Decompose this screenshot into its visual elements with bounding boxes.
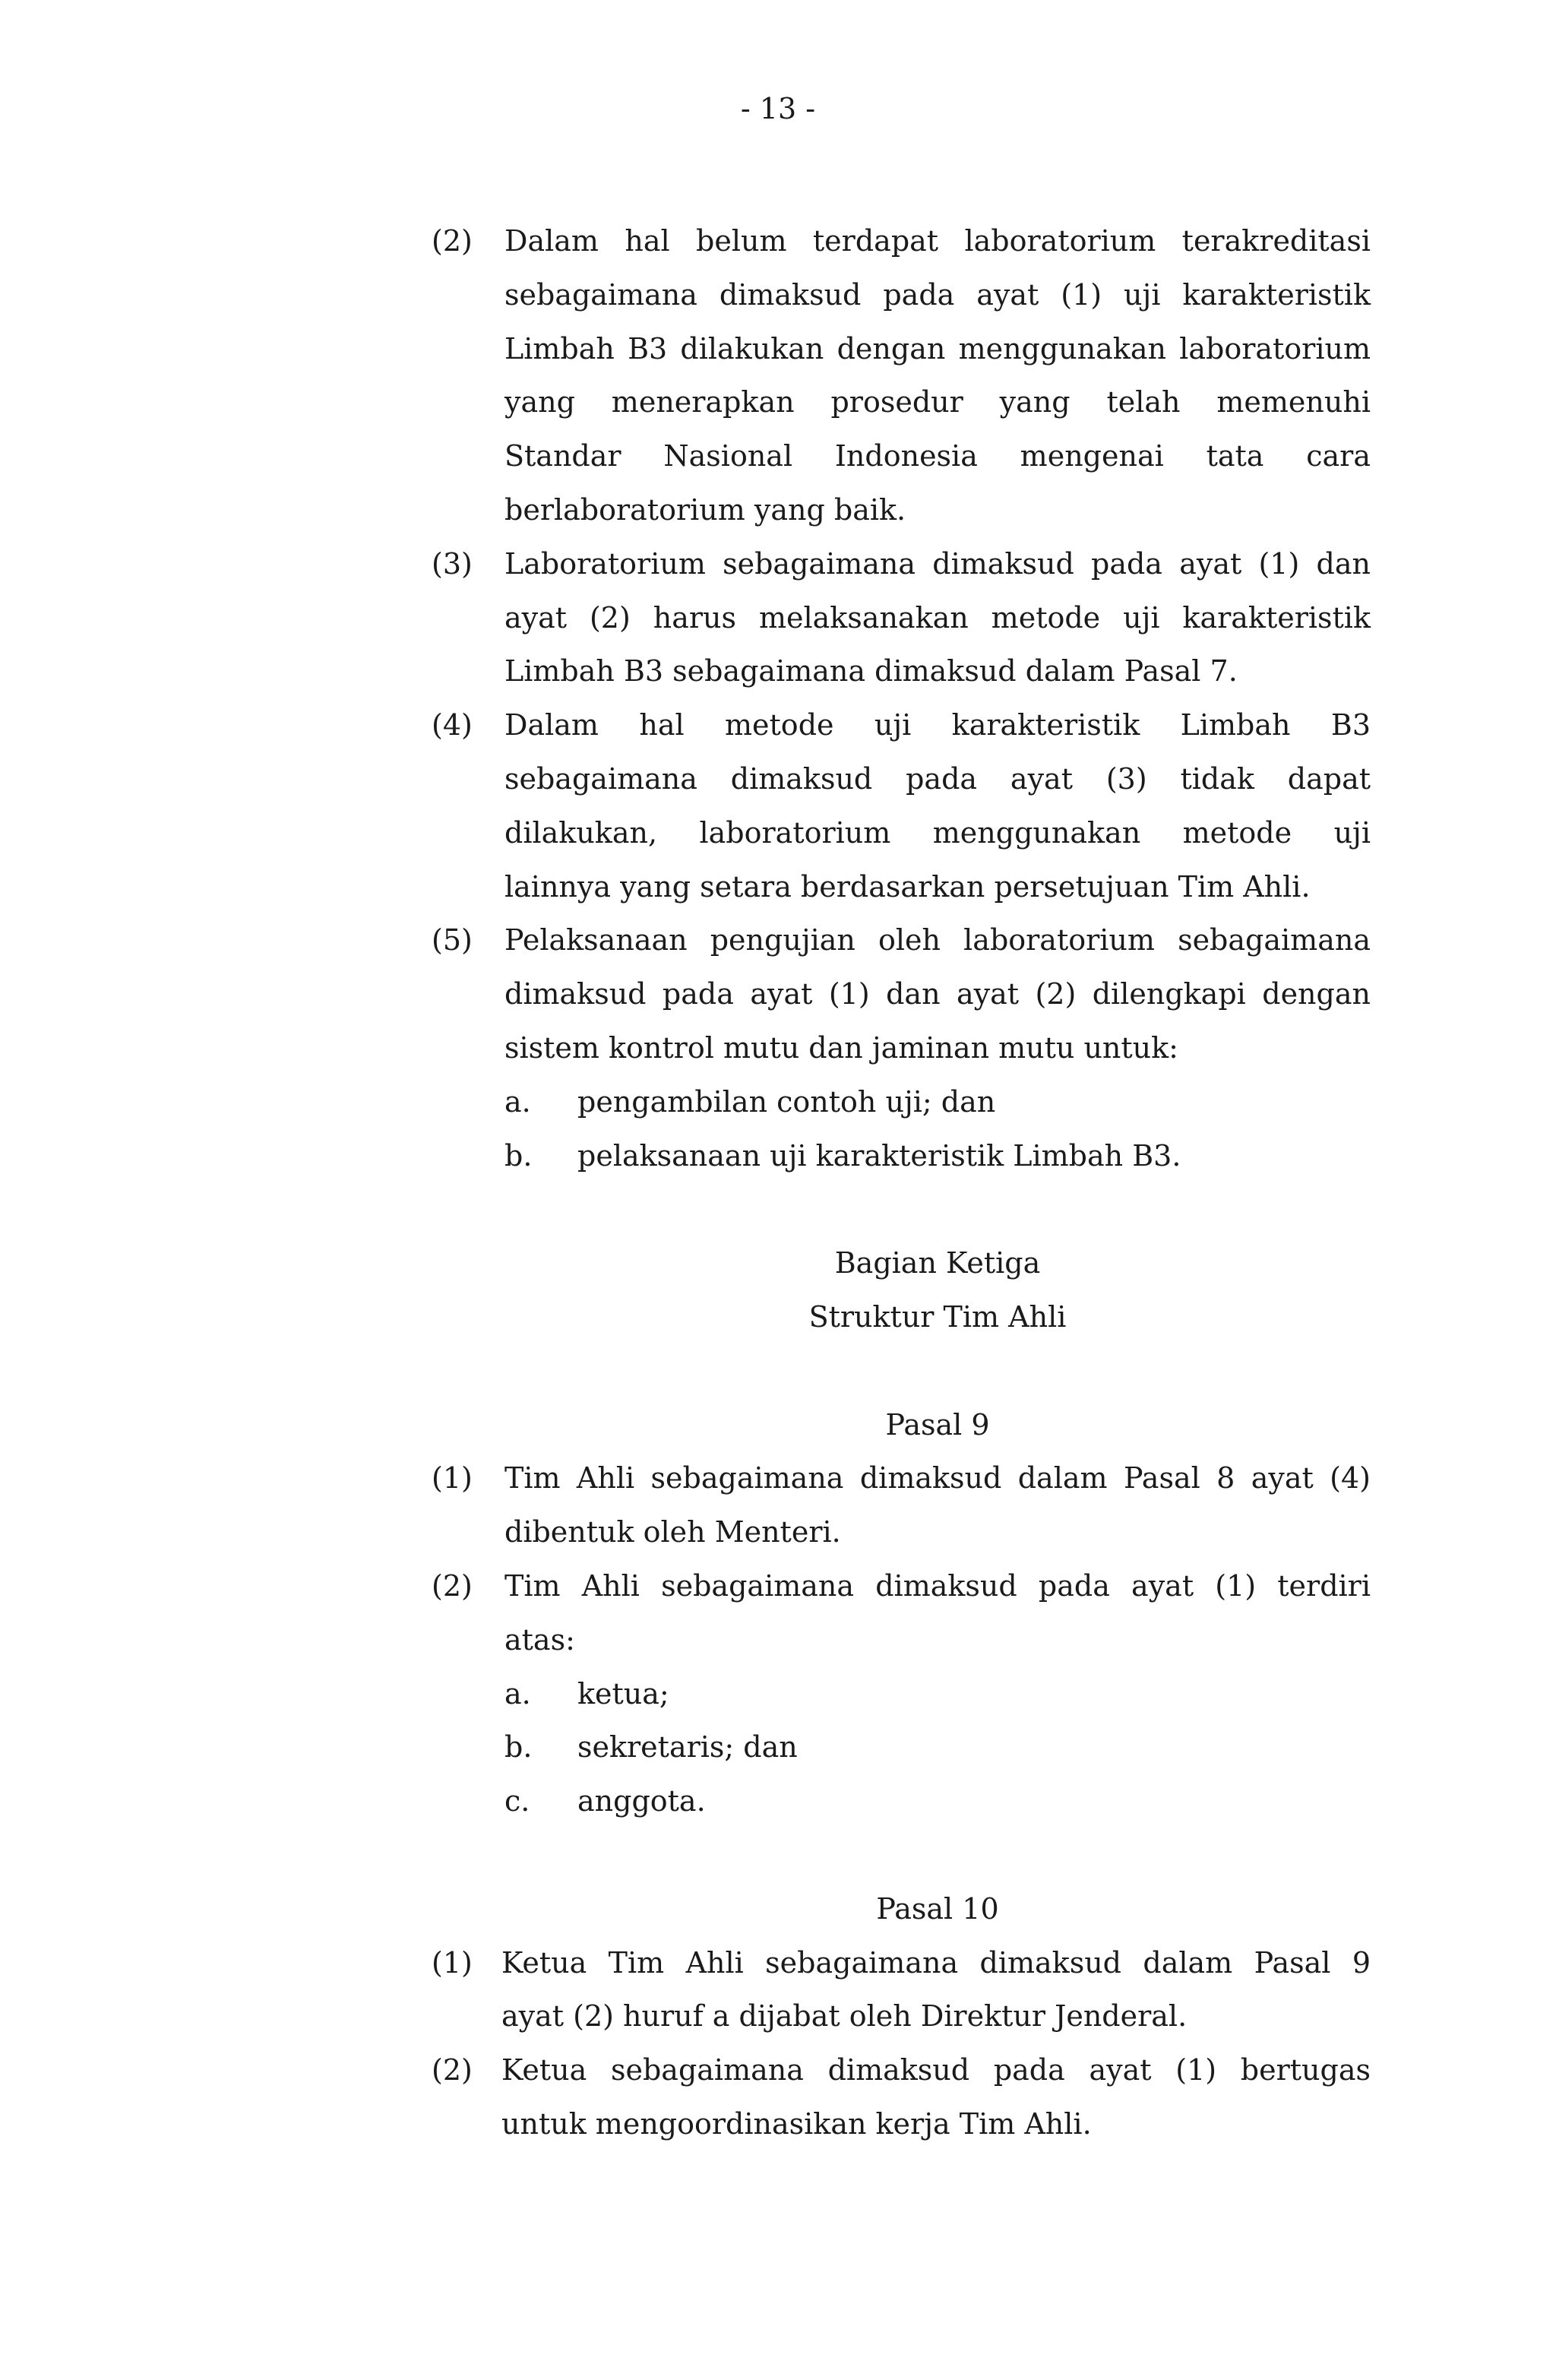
- text-line: berlaboratorium yang baik.: [504, 492, 906, 527]
- paragraph-item: [432, 2043, 1371, 2151]
- part-heading: Bagian Ketiga: [834, 1246, 1041, 1280]
- list-letter: a.: [504, 1676, 531, 1711]
- item-number: (2): [432, 224, 473, 258]
- text-line: Dalam hal belum terdapat laboratorium terakreditasi: [504, 224, 1371, 258]
- item-number: (3): [432, 546, 473, 581]
- pasal-title: Pasal 9: [885, 1407, 990, 1442]
- text-line: sistem kontrol mutu dan jaminan mutu untuk:: [504, 1030, 1178, 1065]
- item-number: (2): [432, 2053, 473, 2087]
- text-line: dilakukan, laboratorium menggunakan metode uji: [504, 815, 1371, 850]
- item-number: (4): [432, 708, 473, 742]
- text-line: Limbah B3 dilakukan dengan menggunakan laboratorium: [504, 331, 1371, 366]
- list-text: sekretaris; dan: [577, 1730, 798, 1764]
- text-line: Pelaksanaan pengujian oleh laboratorium sebagaimana: [504, 923, 1371, 957]
- text-line: Standar Nasional Indonesia mengenai tata cara: [504, 439, 1371, 473]
- text-line: Laboratorium sebagaimana dimaksud pada ayat (1) dan: [504, 546, 1371, 581]
- text-line: dimaksud pada ayat (1) dan ayat (2) dilengkapi dengan: [504, 977, 1371, 1011]
- text-line: ayat (2) huruf a dijabat oleh Direktur Jenderal.: [501, 1999, 1188, 2033]
- item-number: (1): [432, 1945, 473, 1980]
- text-line: dibentuk oleh Menteri.: [504, 1515, 841, 1549]
- text-line: Tim Ahli sebagaimana dimaksud pada ayat (1) terdiri: [504, 1568, 1371, 1603]
- text-line: Ketua sebagaimana dimaksud pada ayat (1) bertugas: [501, 2053, 1371, 2087]
- list-item: [504, 1129, 1371, 1183]
- item-text: [501, 1936, 1371, 2044]
- paragraph-item: [432, 1559, 1371, 1667]
- list-letter: b.: [504, 1730, 533, 1764]
- item-text: [504, 214, 1371, 537]
- item-text: [504, 1451, 1371, 1559]
- item-text: [504, 698, 1371, 913]
- text-line: atas:: [504, 1622, 575, 1657]
- paragraph-item: [432, 537, 1371, 698]
- text-line: yang menerapkan prosedur yang telah memenuhi: [504, 385, 1371, 419]
- list-letter: a.: [504, 1084, 531, 1119]
- paragraph-item: [432, 1936, 1371, 2044]
- text-line: Ketua Tim Ahli sebagaimana dimaksud dalam Pasal 9: [501, 1945, 1371, 1980]
- text-line: untuk mengoordinasikan kerja Tim Ahli.: [501, 2106, 1092, 2141]
- document-body: [432, 214, 1371, 2151]
- part-subheading: Struktur Tim Ahli: [808, 1299, 1067, 1334]
- item-number: (1): [432, 1461, 473, 1495]
- item-number: (2): [432, 1568, 473, 1603]
- list-item: [504, 1720, 1371, 1774]
- text-line: Tim Ahli sebagaimana dimaksud dalam Pasal 8 ayat (4): [504, 1461, 1371, 1495]
- list-text: pelaksanaan uji karakteristik Limbah B3.: [577, 1138, 1181, 1173]
- text-line: ayat (2) harus melaksanakan metode uji karakteristik: [504, 600, 1371, 635]
- item-text: [504, 537, 1371, 698]
- page-number: - 13 -: [740, 92, 816, 125]
- text-line: sebagaimana dimaksud pada ayat (3) tidak dapat: [504, 761, 1371, 796]
- list-text: anggota.: [577, 1784, 706, 1818]
- text-line: lainnya yang setara berdasarkan persetujuan Tim Ahli.: [504, 869, 1311, 904]
- list-letter: b.: [504, 1138, 533, 1173]
- list-item: [504, 1774, 1371, 1828]
- paragraph-item: [432, 698, 1371, 913]
- text-line: Dalam hal metode uji karakteristik Limbah B3: [504, 708, 1371, 742]
- item-text: [504, 913, 1371, 1074]
- paragraph-item: [432, 214, 1371, 537]
- item-text: [501, 2043, 1371, 2151]
- list-item: [504, 1667, 1371, 1721]
- item-text: [504, 1559, 1371, 1667]
- paragraph-item: [432, 913, 1371, 1074]
- text-line: Limbah B3 sebagaimana dimaksud dalam Pasal 7.: [504, 654, 1238, 688]
- list-item: [504, 1075, 1371, 1129]
- list-text: ketua;: [577, 1676, 669, 1711]
- list-letter: c.: [504, 1784, 530, 1818]
- pasal-title: Pasal 10: [876, 1891, 999, 1926]
- item-number: (5): [432, 923, 473, 957]
- text-line: sebagaimana dimaksud pada ayat (1) uji karakteristik: [504, 277, 1371, 312]
- paragraph-item: [432, 1451, 1371, 1559]
- list-text: pengambilan contoh uji; dan: [577, 1084, 996, 1119]
